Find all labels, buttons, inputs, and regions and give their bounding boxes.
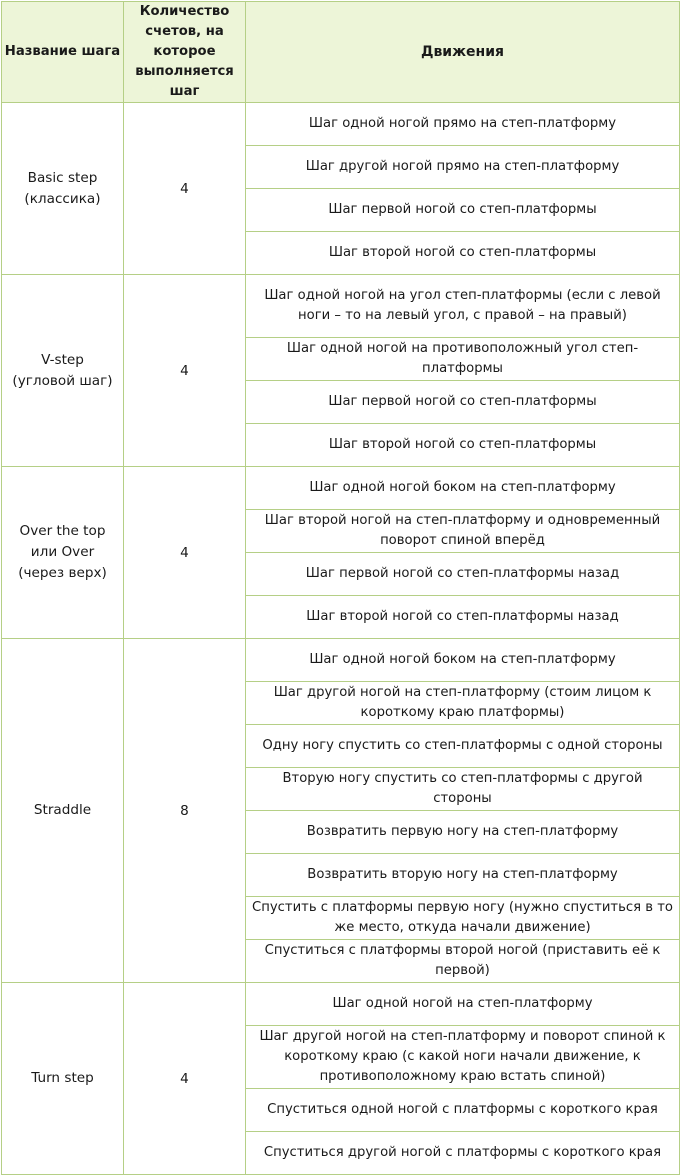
move-cell: Шаг одной ногой на степ-платформу [246,983,680,1026]
header-count: Количество счетов, на которое выполняется шаг [124,2,246,103]
move-cell: Шаг второй ногой со степ-платформы [246,232,680,275]
move-cell: Вторую ногу спустить со степ-платформы с другой стороны [246,768,680,811]
move-cell: Спуститься с платформы второй ногой (приставить её к первой) [246,940,680,983]
table-row [2,275,680,338]
move-cell: Шаг другой ногой на степ-платформу и поворот спиной к короткому краю (с какой ноги начали движение, к противоположному краю встать спиной) [246,1026,680,1089]
step-name-over-the-top: Over the top или Over (через верх) [2,467,124,639]
step-count-basic: 4 [124,103,246,275]
move-cell: Возвратить первую ногу на степ-платформу [246,811,680,854]
header-moves: Движения [246,2,680,103]
header-step-name: Название шага [2,2,124,103]
move-cell: Шаг одной ногой на угол степ-платформы (если с левой ноги – то на левый угол, с правой – на правый) [246,275,680,338]
step-count-over-the-top: 4 [124,467,246,639]
step-name-v-step: V-step (угловой шаг) [2,275,124,467]
move-cell: Шаг одной ногой боком на степ-платформу [246,639,680,682]
move-cell: Шаг другой ногой на степ-платформу (стоим лицом к короткому краю платформы) [246,682,680,725]
move-cell: Шаг первой ногой со степ-платформы назад [246,553,680,596]
step-name-straddle: Straddle [2,639,124,983]
table-row [2,103,680,146]
table-row [2,639,680,682]
header-row [2,2,680,103]
step-name-turn-step: Turn step [2,983,124,1175]
move-cell: Спустить с платформы первую ногу (нужно спуститься в то же место, откуда начали движение) [246,897,680,940]
step-count-v-step: 4 [124,275,246,467]
move-cell: Спуститься другой ногой с платформы с короткого края [246,1132,680,1175]
move-cell: Шаг второй ногой со степ-платформы назад [246,596,680,639]
step-count-straddle: 8 [124,639,246,983]
table-row [2,467,680,510]
move-cell: Шаг второй ногой на степ-платформу и одновременный поворот спиной вперёд [246,510,680,553]
move-cell: Одну ногу спустить со степ-платформы с одной стороны [246,725,680,768]
step-name-basic: Basic step (классика) [2,103,124,275]
move-cell: Шаг первой ногой со степ-платформы [246,381,680,424]
move-cell: Шаг одной ногой боком на степ-платформу [246,467,680,510]
move-cell: Шаг одной ногой на противоположный угол степ-платформы [246,338,680,381]
step-count-turn-step: 4 [124,983,246,1175]
table-row [2,983,680,1026]
steps-table [1,1,680,1175]
move-cell: Шаг первой ногой со степ-платформы [246,189,680,232]
move-cell: Шаг другой ногой прямо на степ-платформу [246,146,680,189]
move-cell: Шаг одной ногой прямо на степ-платформу [246,103,680,146]
move-cell: Возвратить вторую ногу на степ-платформу [246,854,680,897]
move-cell: Спуститься одной ногой с платформы с короткого края [246,1089,680,1132]
move-cell: Шаг второй ногой со степ-платформы [246,424,680,467]
